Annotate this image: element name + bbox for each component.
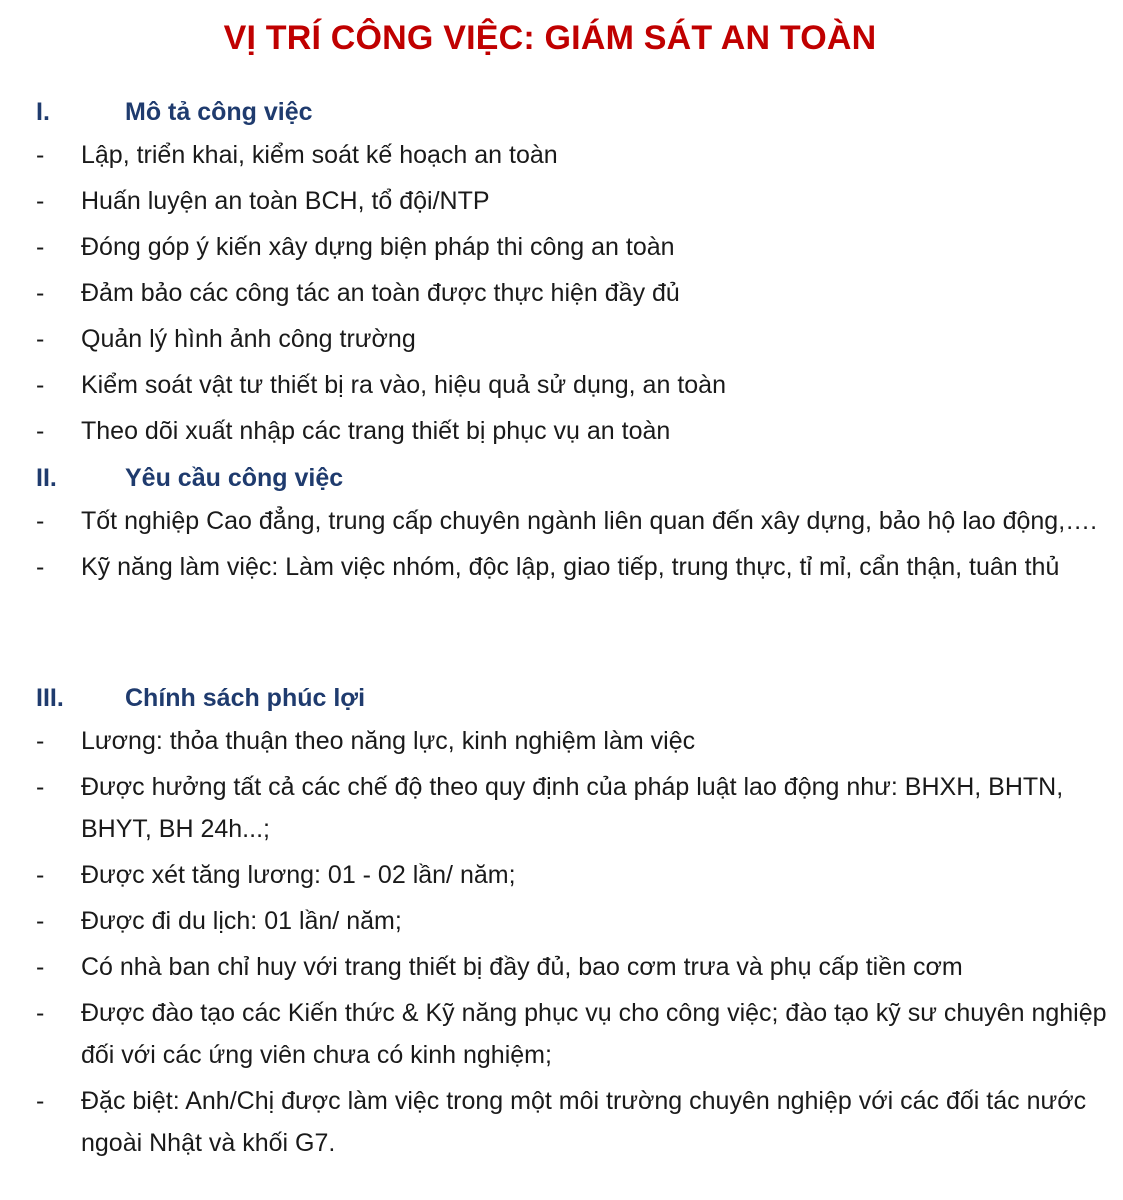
bullet-dash: - <box>36 907 45 935</box>
list-item <box>0 546 1123 588</box>
bullet-dash: - <box>36 233 45 261</box>
list-item-text: Được đi du lịch: 01 lần/ năm; <box>81 907 402 935</box>
bullet-dash: - <box>36 279 45 307</box>
list-item-text: Lập, triển khai, kiểm soát kế hoạch an toàn <box>81 141 558 169</box>
list-item <box>0 500 1123 542</box>
section-number: III. <box>36 684 64 712</box>
bullet-dash: - <box>36 999 45 1027</box>
bullet-dash: - <box>36 861 45 889</box>
section-heading <box>0 90 1123 134</box>
list-item <box>0 226 1123 268</box>
list-item <box>0 410 1123 452</box>
bullet-dash: - <box>36 141 45 169</box>
section-job-description <box>0 90 1123 456</box>
list-item-text: Được hưởng tất cả các chế độ theo quy định của pháp luật lao động như: BHXH, BHTN, BHYT, BH 24h...; <box>81 773 1064 843</box>
section-heading <box>0 676 1123 720</box>
list-item <box>0 720 1123 762</box>
section-job-requirements <box>0 456 1123 592</box>
section-heading <box>0 456 1123 500</box>
list-item <box>0 180 1123 222</box>
bullet-dash: - <box>36 187 45 215</box>
bullet-dash: - <box>36 507 45 535</box>
list-item-text: Huấn luyện an toàn BCH, tổ đội/NTP <box>81 187 490 215</box>
list-item-text: Tốt nghiệp Cao đẳng, trung cấp chuyên ngành liên quan đến xây dựng, bảo hộ lao động,…. <box>81 507 1098 535</box>
list-item-text: Được xét tăng lương: 01 - 02 lần/ năm; <box>81 861 516 889</box>
section-title: Mô tả công việc <box>125 98 313 126</box>
list-item <box>0 854 1123 896</box>
list-item <box>0 272 1123 314</box>
list-item <box>0 766 1123 850</box>
list-item <box>0 900 1123 942</box>
list-item <box>0 318 1123 360</box>
section-title: Yêu cầu công việc <box>125 464 344 492</box>
list-item-text: Kỹ năng làm việc: Làm việc nhóm, độc lập, giao tiếp, trung thực, tỉ mỉ, cẩn thận, tuân thủ <box>81 553 1060 581</box>
bullet-dash: - <box>36 553 45 581</box>
list-item <box>0 134 1123 176</box>
page-title: VỊ TRÍ CÔNG VIỆC: GIÁM SÁT AN TOÀN <box>223 19 877 57</box>
list-item-text: Có nhà ban chỉ huy với trang thiết bị đầy đủ, bao cơm trưa và phụ cấp tiền cơm <box>81 953 963 981</box>
list-item-text: Theo dõi xuất nhập các trang thiết bị phục vụ an toàn <box>81 417 671 445</box>
bullet-dash: - <box>36 1087 45 1115</box>
list-item-text: Được đào tạo các Kiến thức & Kỹ năng phục vụ cho công việc; đào tạo kỹ sư chuyên nghiệp đối với các ứng viên chưa có kinh nghiệm; <box>81 999 1107 1069</box>
bullet-dash: - <box>36 953 45 981</box>
list-item <box>0 364 1123 406</box>
list-item <box>0 946 1123 988</box>
bullet-dash: - <box>36 325 45 353</box>
list-item-text: Đảm bảo các công tác an toàn được thực hiện đầy đủ <box>81 279 680 307</box>
list-item-text: Đóng góp ý kiến xây dựng biện pháp thi công an toàn <box>81 233 675 261</box>
list-item-text: Quản lý hình ảnh công trường <box>81 325 416 353</box>
list-item-text: Lương: thỏa thuận theo năng lực, kinh nghiệm làm việc <box>81 727 696 755</box>
section-number: I. <box>36 98 50 126</box>
bullet-dash: - <box>36 773 45 801</box>
list-item <box>0 992 1123 1076</box>
list-item <box>0 1080 1123 1164</box>
bullet-dash: - <box>36 727 45 755</box>
section-benefits <box>0 676 1123 1168</box>
section-number: II. <box>36 464 57 492</box>
bullet-dash: - <box>36 417 45 445</box>
section-title: Chính sách phúc lợi <box>125 684 366 712</box>
list-item-text: Đặc biệt: Anh/Chị được làm việc trong một môi trường chuyên nghiệp với các đối tác nước ngoài Nhật và khối G7. <box>81 1087 1087 1157</box>
list-item-text: Kiểm soát vật tư thiết bị ra vào, hiệu quả sử dụng, an toàn <box>81 371 726 399</box>
bullet-dash: - <box>36 371 45 399</box>
